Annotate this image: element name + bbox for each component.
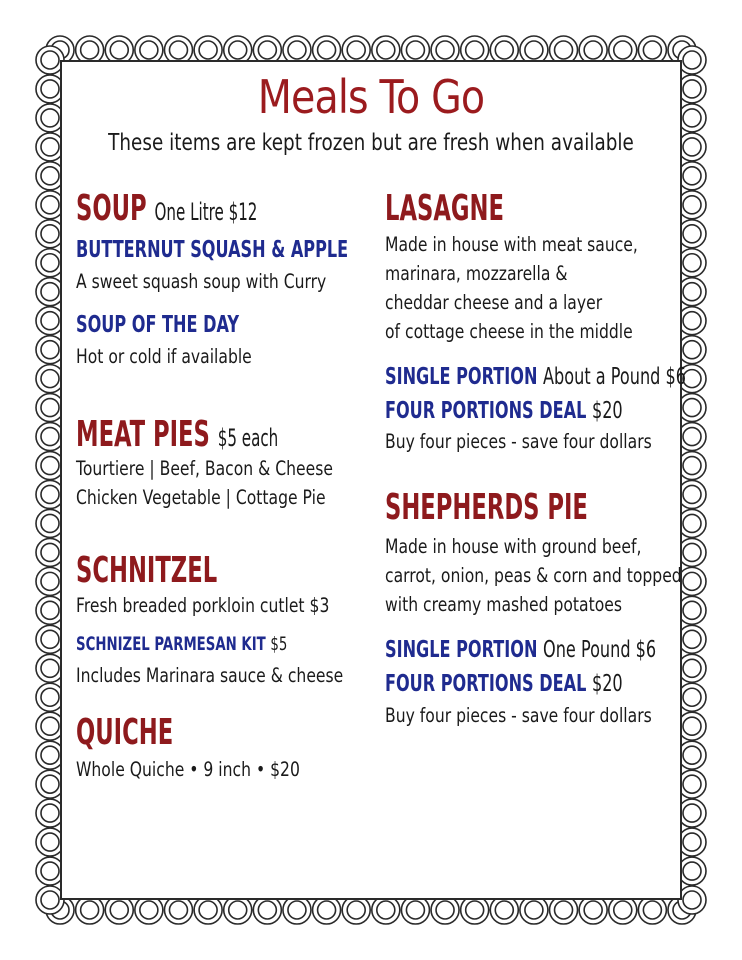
soup-item-butternut: BUTTERNUT SQUASH & APPLE [76,237,349,263]
lasagne-single-portion [385,364,686,390]
lasagne-single-note: About a Pound $6 [543,364,686,390]
meat-pies-line-1: Tourtiere | Beef, Bacon & Cheese [76,457,333,480]
shepherds-single-note: One Pound $6 [543,637,657,663]
lasagne-desc-line: marinara, mozzarella & [385,262,568,285]
lasagne-desc-line: Made in house with meat sauce, [385,233,638,256]
quiche-desc: Whole Quiche • 9 inch • $20 [76,758,300,781]
meat-pies-price-note: $5 each [217,424,279,452]
shepherds-single-portion [385,637,656,663]
schnitzel-kit-price: $5 [270,633,288,655]
soup-heading: SOUP [76,188,147,229]
lasagne-deal-desc: Buy four pieces - save four dollars [385,430,652,453]
schnitzel-kit-desc: Includes Marinara sauce & cheese [76,664,344,687]
lasagne-single-label: SINGLE PORTION [385,364,538,390]
shepherds-pie-heading: SHEPHERDS PIE [385,487,588,528]
lasagne-heading: LASAGNE [385,188,504,229]
lasagne-four-price: $20 [591,398,623,424]
lasagne-desc-line: of cottage cheese in the middle [385,320,633,343]
lasagne-four-portions [385,398,623,424]
meat-pies-line-2: Chicken Vegetable | Cottage Pie [76,486,326,509]
shepherds-four-label: FOUR PORTIONS DEAL [385,671,587,697]
soup-item-of-the-day: SOUP OF THE DAY [76,312,240,338]
page-subtitle: These items are kept frozen but are fresh when available [108,130,634,156]
shepherds-desc-line: carrot, onion, peas & corn and topped [385,564,682,587]
shepherds-desc-line: Made in house with ground beef, [385,535,642,558]
schnitzel-kit [76,633,287,655]
shepherds-four-portions [385,671,623,697]
lasagne-desc-line: cheddar cheese and a layer [385,291,603,314]
meat-pies-section [76,414,278,455]
soup-item-of-the-day-desc: Hot or cold if available [76,345,252,368]
shepherds-desc-line: with creamy mashed potatoes [385,593,622,616]
soup-item-butternut-desc: A sweet squash soup with Curry [76,270,327,293]
lasagne-four-label: FOUR PORTIONS DEAL [385,398,587,424]
shepherds-four-price: $20 [591,671,623,697]
shepherds-deal-desc: Buy four pieces - save four dollars [385,704,652,727]
schnitzel-heading: SCHNITZEL [76,550,218,591]
soup-price-note: One Litre $12 [154,198,258,226]
page-title: Meals To Go [257,70,485,124]
soup-section [76,188,257,229]
shepherds-single-label: SINGLE PORTION [385,637,538,663]
schnitzel-kit-name: SCHNIZEL PARMESAN KIT [76,633,266,655]
schnitzel-desc: Fresh breaded porkloin cutlet $3 [76,594,330,617]
quiche-heading: QUICHE [76,712,174,753]
meat-pies-heading: MEAT PIES [76,414,210,455]
